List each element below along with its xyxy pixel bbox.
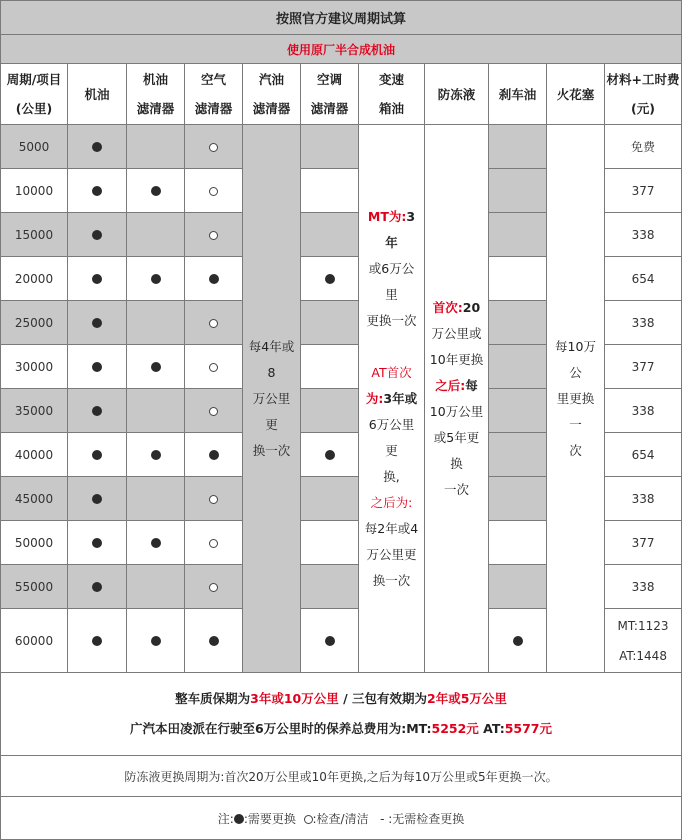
cell-brake-fluid xyxy=(489,521,547,565)
cell-oil xyxy=(68,301,127,345)
replace-dot-icon xyxy=(92,582,102,592)
row-km: 35000 xyxy=(1,389,68,433)
cell-brake-fluid xyxy=(489,609,547,673)
row-cost: 654 xyxy=(605,257,682,301)
cell-brake-fluid xyxy=(489,345,547,389)
row-km: 5000 xyxy=(1,125,68,169)
replace-dot-icon xyxy=(92,450,102,460)
inspect-circle-icon xyxy=(209,363,218,372)
replace-dot-icon xyxy=(92,318,102,328)
inspect-circle-icon xyxy=(209,187,218,196)
replace-dot-icon xyxy=(325,636,335,646)
cell-oil-filter xyxy=(127,521,185,565)
cell-air-filter xyxy=(185,257,243,301)
header-ac-filter: 空调 滤清器 xyxy=(301,64,359,125)
row-km: 20000 xyxy=(1,257,68,301)
cell-brake-fluid xyxy=(489,477,547,521)
cell-oil xyxy=(68,213,127,257)
row-km: 25000 xyxy=(1,301,68,345)
row-km: 60000 xyxy=(1,609,68,673)
inspect-circle-icon xyxy=(209,319,218,328)
cell-oil xyxy=(68,609,127,673)
cell-oil-filter xyxy=(127,389,185,433)
cell-ac-filter xyxy=(301,477,359,521)
replace-dot-icon xyxy=(325,450,335,460)
header-oil: 机油 xyxy=(68,64,127,125)
cell-oil-filter xyxy=(127,345,185,389)
inspect-circle-icon xyxy=(209,407,218,416)
cell-ac-filter xyxy=(301,301,359,345)
cell-brake-fluid xyxy=(489,433,547,477)
cell-oil-filter xyxy=(127,213,185,257)
cell-fuel-filter-merged: 每4年或8 万公里更 换一次 xyxy=(243,125,301,673)
replace-dot-icon xyxy=(92,230,102,240)
replace-dot-icon xyxy=(92,362,102,372)
cell-ac-filter xyxy=(301,609,359,673)
row-km: 50000 xyxy=(1,521,68,565)
cell-oil xyxy=(68,257,127,301)
cell-air-filter xyxy=(185,345,243,389)
header-air-filter: 空气 滤清器 xyxy=(185,64,243,125)
cost-mt: MT:1123 xyxy=(617,618,669,633)
row-km: 15000 xyxy=(1,213,68,257)
row-cost: 338 xyxy=(605,301,682,345)
cell-oil-filter xyxy=(127,301,185,345)
replace-dot-icon xyxy=(151,274,161,284)
footer-legend-row xyxy=(1,797,682,840)
footer-summary-row xyxy=(1,673,682,756)
cell-oil-filter xyxy=(127,169,185,213)
cell-air-filter xyxy=(185,521,243,565)
cell-ac-filter xyxy=(301,345,359,389)
replace-dot-icon xyxy=(92,186,102,196)
legend: 注: :需要更换 :检查/清洁 - :无需检查更换 xyxy=(1,797,682,840)
cell-air-filter xyxy=(185,125,243,169)
row-km: 45000 xyxy=(1,477,68,521)
cell-oil-filter xyxy=(127,257,185,301)
cell-ac-filter xyxy=(301,213,359,257)
header-brake-fluid: 刹车油 xyxy=(489,64,547,125)
cell-brake-fluid xyxy=(489,257,547,301)
replace-dot-icon xyxy=(92,538,102,548)
row-km: 55000 xyxy=(1,565,68,609)
row-cost: 377 xyxy=(605,169,682,213)
cell-oil xyxy=(68,169,127,213)
table-subtitle: 使用原厂半合成机油 xyxy=(1,35,682,64)
cell-brake-fluid xyxy=(489,389,547,433)
replace-dot-icon xyxy=(92,494,102,504)
cell-oil-filter xyxy=(127,477,185,521)
cell-ac-filter xyxy=(301,257,359,301)
header-coolant: 防冻液 xyxy=(425,64,489,125)
replace-dot-icon xyxy=(151,362,161,372)
row-cost: 338 xyxy=(605,565,682,609)
footer-summary xyxy=(1,673,682,756)
cell-oil-filter xyxy=(127,565,185,609)
inspect-circle-icon xyxy=(209,231,218,240)
header-spark-plug: 火花塞 xyxy=(547,64,605,125)
cell-air-filter xyxy=(185,389,243,433)
cell-air-filter xyxy=(185,609,243,673)
replace-dot-icon xyxy=(92,636,102,646)
table-row xyxy=(1,125,682,169)
row-km: 30000 xyxy=(1,345,68,389)
replace-dot-icon xyxy=(209,636,219,646)
cell-oil xyxy=(68,125,127,169)
row-cost: 338 xyxy=(605,213,682,257)
cell-ac-filter xyxy=(301,125,359,169)
cell-air-filter xyxy=(185,565,243,609)
cell-brake-fluid xyxy=(489,213,547,257)
header-trans-oil: 变速 箱油 xyxy=(359,64,425,125)
header-fuel-filter: 汽油 滤清器 xyxy=(243,64,301,125)
cell-ac-filter xyxy=(301,389,359,433)
header-cost: 材料+工时费 (元) xyxy=(605,64,682,125)
replace-dot-icon xyxy=(513,636,523,646)
replace-dot-icon xyxy=(234,814,244,824)
replace-dot-icon xyxy=(151,538,161,548)
cell-oil xyxy=(68,521,127,565)
cell-air-filter xyxy=(185,213,243,257)
replace-dot-icon xyxy=(209,274,219,284)
footer-coolant-row xyxy=(1,756,682,797)
cell-brake-fluid xyxy=(489,169,547,213)
inspect-circle-icon xyxy=(209,143,218,152)
cost-at: AT:1448 xyxy=(619,648,667,663)
cell-oil xyxy=(68,477,127,521)
replace-dot-icon xyxy=(209,450,219,460)
row-cost: 338 xyxy=(605,477,682,521)
replace-dot-icon xyxy=(151,636,161,646)
row-cost xyxy=(605,609,682,673)
cell-ac-filter xyxy=(301,433,359,477)
row-cost: 免费 xyxy=(605,125,682,169)
inspect-circle-icon xyxy=(209,539,218,548)
cell-air-filter xyxy=(185,169,243,213)
cell-brake-fluid xyxy=(489,301,547,345)
header-oil-filter: 机油 滤清器 xyxy=(127,64,185,125)
cell-oil-filter xyxy=(127,125,185,169)
cell-trans-oil-merged: MT为:3年 或6万公里 更换一次 AT首次 为:3年或 6万公里更 换, 之后为: 每2年或4 万公里更 换一次 xyxy=(359,125,425,673)
warranty-line: 整车质保期为3年或10万公里 / 三包有效期为2年或5万公里 xyxy=(175,691,507,706)
total-cost-line: 广汽本田凌派在行驶至6万公里时的保养总费用为:MT:5252元 AT:5577元 xyxy=(130,721,553,736)
cell-brake-fluid xyxy=(489,565,547,609)
cell-brake-fluid xyxy=(489,125,547,169)
row-cost: 377 xyxy=(605,521,682,565)
cell-oil-filter xyxy=(127,433,185,477)
cell-oil xyxy=(68,433,127,477)
row-km: 10000 xyxy=(1,169,68,213)
replace-dot-icon xyxy=(325,274,335,284)
cell-air-filter xyxy=(185,301,243,345)
cell-oil xyxy=(68,389,127,433)
replace-dot-icon xyxy=(92,142,102,152)
replace-dot-icon xyxy=(151,450,161,460)
cell-air-filter xyxy=(185,433,243,477)
replace-dot-icon xyxy=(92,406,102,416)
cell-ac-filter xyxy=(301,521,359,565)
inspect-circle-icon xyxy=(209,495,218,504)
cell-air-filter xyxy=(185,477,243,521)
header-row xyxy=(1,64,682,125)
replace-dot-icon xyxy=(151,186,161,196)
coolant-cycle-note: 防冻液更换周期为:首次20万公里或10年更换,之后为每10万公里或5年更换一次。 xyxy=(1,756,682,797)
inspect-circle-icon xyxy=(304,815,313,824)
cell-oil xyxy=(68,565,127,609)
replace-dot-icon xyxy=(92,274,102,284)
cell-oil-filter xyxy=(127,609,185,673)
row-cost: 377 xyxy=(605,345,682,389)
row-cost: 654 xyxy=(605,433,682,477)
cell-spark-plug-merged: 每10万公 里更换一 次 xyxy=(547,125,605,673)
table-title: 按照官方建议周期试算 xyxy=(1,1,682,35)
inspect-circle-icon xyxy=(209,583,218,592)
row-cost: 338 xyxy=(605,389,682,433)
header-period: 周期/项目 (公里) xyxy=(1,64,68,125)
cell-oil xyxy=(68,345,127,389)
cell-ac-filter xyxy=(301,169,359,213)
cell-ac-filter xyxy=(301,565,359,609)
row-km: 40000 xyxy=(1,433,68,477)
cell-coolant-merged: 首次:20 万公里或 10年更换 之后:每 10万公里 或5年更换 一次 xyxy=(425,125,489,673)
